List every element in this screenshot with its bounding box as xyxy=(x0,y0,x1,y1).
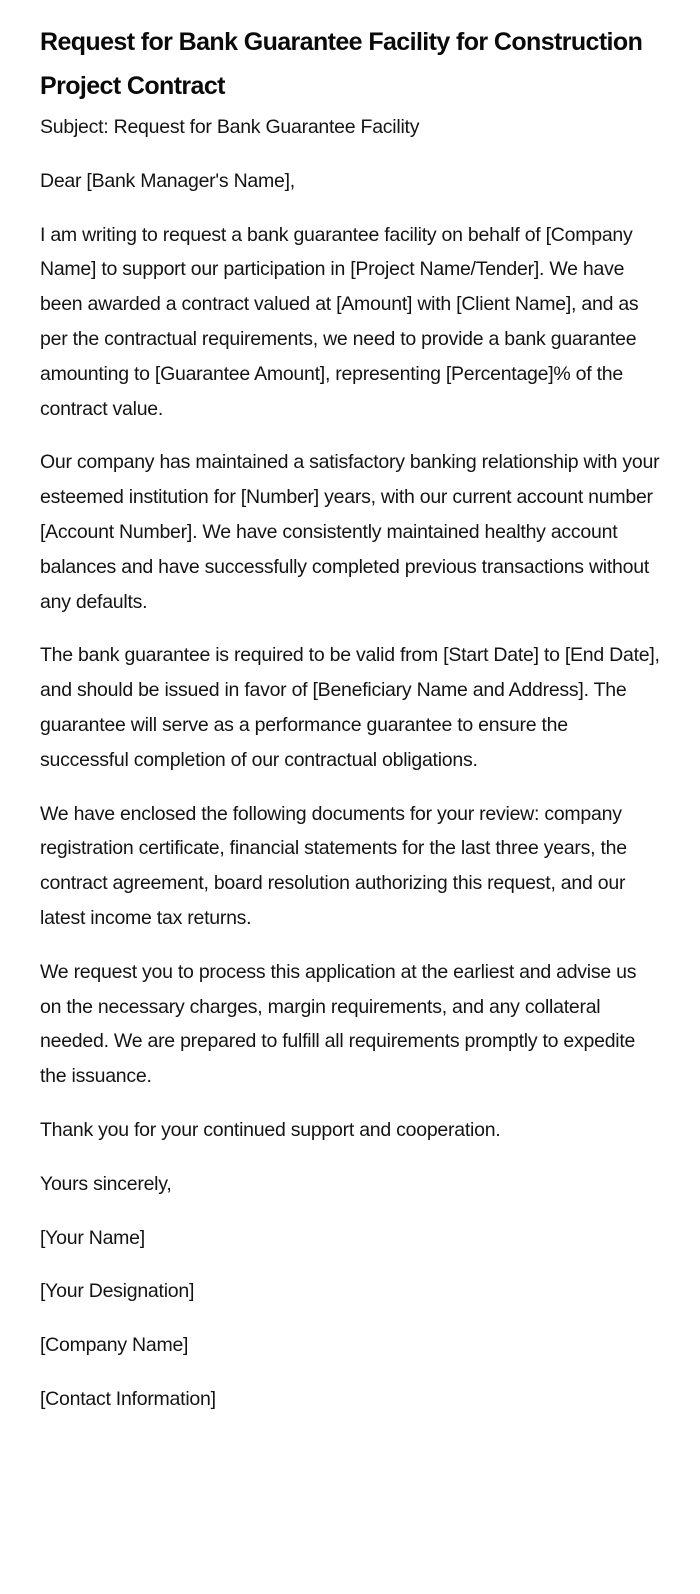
body-paragraph-request: I am writing to request a bank guarantee facility on behalf of [Company Name] to support our participation in [Project Name/Tender]. We have been awarded a contract valued at [Amount] with [Client Name], and as per the contractual requirements, we need to provide a bank guarantee amounting to [Guarantee Amount], representing [Percentage]% of the contract value. xyxy=(40,223,639,420)
document-title: Request for Bank Guarantee Facility for Construction Project Contract xyxy=(40,28,643,100)
signature-name: [Your Name] xyxy=(40,1226,145,1249)
signature-contact: [Contact Information] xyxy=(40,1387,216,1410)
body-paragraph-enclosures: We have enclosed the following documents for your review: company registration certificate, financial statements for the last three years, the contract agreement, board resolution authorizing this request, and our latest income tax returns. xyxy=(40,802,627,929)
salutation: Dear [Bank Manager's Name], xyxy=(40,169,295,192)
closing: Yours sincerely, xyxy=(40,1172,172,1195)
body-paragraph-thanks: Thank you for your continued support and cooperation. xyxy=(40,1118,501,1141)
body-paragraph-relationship: Our company has maintained a satisfactory banking relationship with your esteemed institution for [Number] years, with our current account number [Account Number]. We have consistently maintained healthy account balances and have successfully completed previous transactions without any defaults. xyxy=(40,451,660,613)
body-paragraph-validity: The bank guarantee is required to be valid from [Start Date] to [End Date], and should be issued in favor of [Beneficiary Name and Address]. The guarantee will serve as a performance guarantee to ensure the successful completion of our contractual obligations. xyxy=(40,644,660,771)
signature-designation: [Your Designation] xyxy=(40,1280,195,1303)
body-paragraph-processing: We request you to process this application at the earliest and advise us on the necessary charges, margin requirements, and any collateral needed. We are prepared to fulfill all requirements promptly to expedite the issuance. xyxy=(40,960,637,1088)
signature-company: [Company Name] xyxy=(40,1334,189,1357)
subject-line: Subject: Request for Bank Guarantee Facility xyxy=(40,116,420,138)
